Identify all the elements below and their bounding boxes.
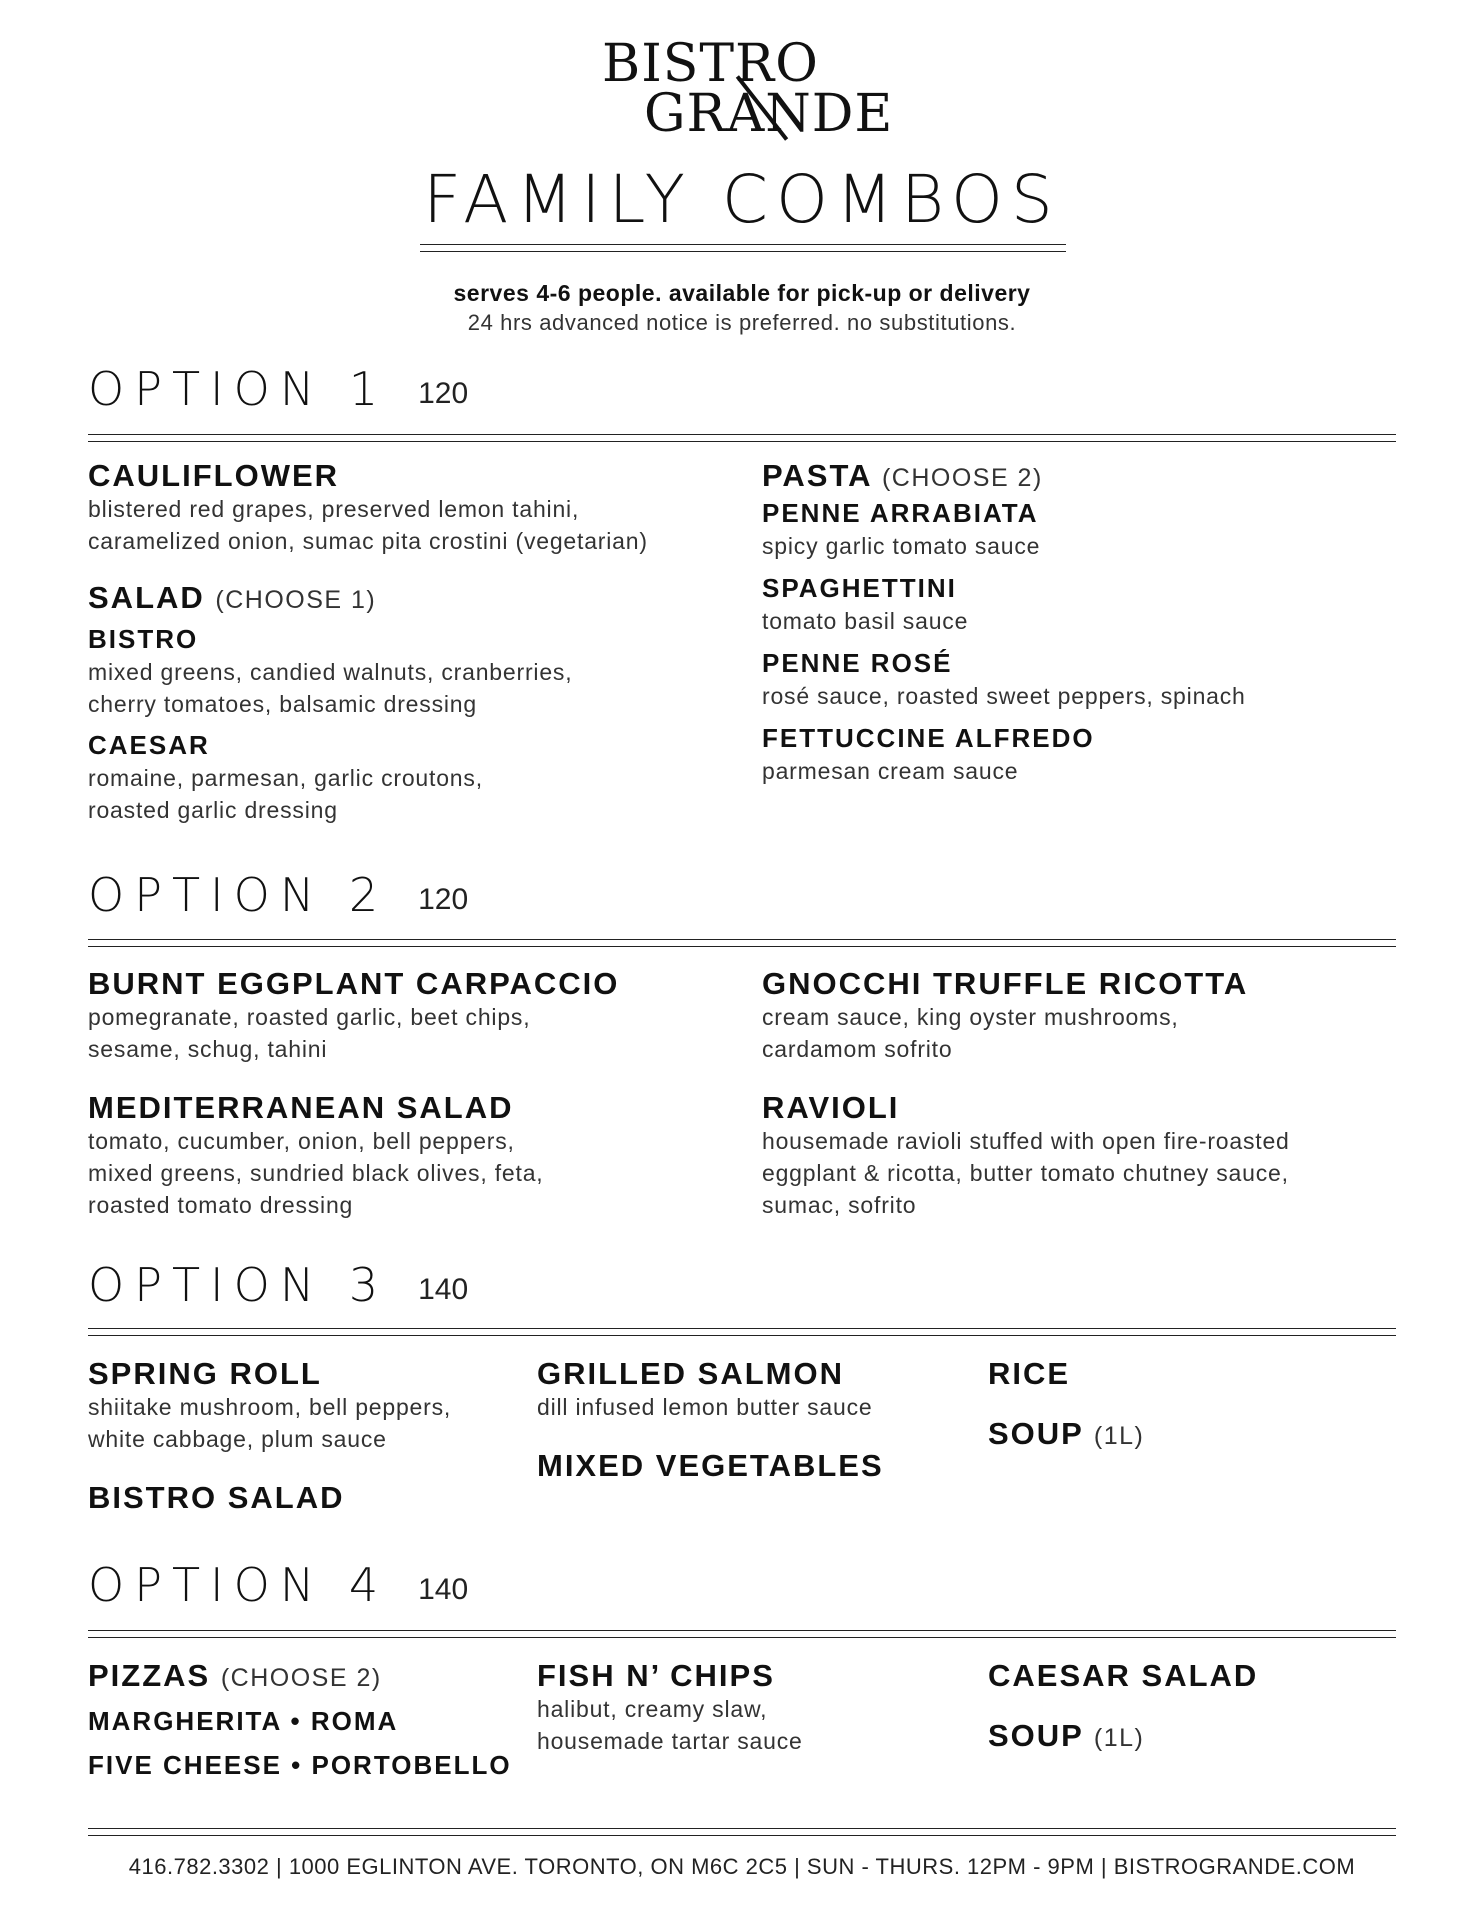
item-description: eggplant & ricotta, butter tomato chutney sauce, <box>762 1160 1289 1186</box>
logo-line-2: GRANDE <box>644 84 894 144</box>
logo-line-1: BISTRO <box>602 34 819 94</box>
item-description: blistered red grapes, preserved lemon tahini, <box>88 496 580 522</box>
section-divider <box>88 441 1396 442</box>
option-title: OPTION 2 <box>88 868 389 922</box>
item-description: housemade tartar sauce <box>537 1728 803 1754</box>
option-1-header <box>88 362 468 416</box>
section-divider <box>88 1637 1396 1638</box>
item-description: cardamom sofrito <box>762 1036 953 1062</box>
option-title: OPTION 4 <box>88 1558 389 1612</box>
option-2-header <box>88 868 468 922</box>
item-name: PIZZAS (CHOOSE 2) <box>88 1658 382 1693</box>
option-price: 140 <box>418 1573 469 1606</box>
item-description: parmesan cream sauce <box>762 758 1019 784</box>
item-description: roasted garlic dressing <box>88 797 338 823</box>
page-title: FAMILY COMBOS <box>423 161 1061 238</box>
item-description: pomegranate, roasted garlic, beet chips, <box>88 1004 531 1030</box>
option-3-header <box>88 1258 468 1312</box>
item-name: SOUP (1L) <box>988 1416 1145 1451</box>
option-price: 120 <box>418 883 469 916</box>
section-divider <box>88 1328 1396 1329</box>
option-price: 120 <box>418 377 469 410</box>
item-name: CAULIFLOWER <box>88 458 340 493</box>
item-subname: PENNE ROSÉ <box>762 648 953 678</box>
item-name: GNOCCHI TRUFFLE RICOTTA <box>762 966 1249 1001</box>
item-name: RAVIOLI <box>762 1090 900 1125</box>
item-subname: CAESAR <box>88 730 210 760</box>
footer-contact-info: 416.782.3302 | 1000 EGLINTON AVE. TORONTO, ON M6C 2C5 | SUN - THURS. 12PM - 9PM | BISTROGRANDE.COM <box>128 1854 1356 1879</box>
item-name: BISTRO SALAD <box>88 1480 345 1515</box>
item-subname: SPAGHETTINI <box>762 573 957 603</box>
item-description: shiitake mushroom, bell peppers, <box>88 1394 452 1420</box>
item-subname: MARGHERITA • ROMA <box>88 1706 399 1736</box>
item-name: MIXED VEGETABLES <box>537 1448 884 1483</box>
item-description: caramelized onion, sumac pita crostini (vegetarian) <box>88 528 648 554</box>
item-name: SOUP (1L) <box>988 1718 1145 1753</box>
item-description: romaine, parmesan, garlic croutons, <box>88 765 483 791</box>
section-divider <box>88 939 1396 940</box>
item-subname: FETTUCCINE ALFREDO <box>762 723 1095 753</box>
item-name: PASTA (CHOOSE 2) <box>762 458 1043 493</box>
item-description: rosé sauce, roasted sweet peppers, spinach <box>762 683 1246 709</box>
item-description: cream sauce, king oyster mushrooms, <box>762 1004 1179 1030</box>
item-name: GRILLED SALMON <box>537 1356 844 1391</box>
item-name: FISH N’ CHIPS <box>537 1658 775 1693</box>
footer-divider <box>88 1835 1396 1836</box>
footer-divider <box>88 1828 1396 1829</box>
title-divider <box>420 244 1066 245</box>
item-description: mixed greens, sundried black olives, feta, <box>88 1160 544 1186</box>
item-subname: PENNE ARRABIATA <box>762 498 1039 528</box>
item-description: cherry tomatoes, balsamic dressing <box>88 691 477 717</box>
item-description: white cabbage, plum sauce <box>88 1426 387 1452</box>
item-description: halibut, creamy slaw, <box>537 1696 768 1722</box>
section-divider <box>88 434 1396 435</box>
item-description: housemade ravioli stuffed with open fire-roasted <box>762 1128 1290 1154</box>
item-name: SPRING ROLL <box>88 1356 322 1391</box>
item-name: CAESAR SALAD <box>988 1658 1259 1693</box>
item-name: BURNT EGGPLANT CARPACCIO <box>88 966 620 1001</box>
item-description: mixed greens, candied walnuts, cranberries, <box>88 659 573 685</box>
item-description: tomato basil sauce <box>762 608 969 634</box>
item-description: sumac, sofrito <box>762 1192 917 1218</box>
item-description: dill infused lemon butter sauce <box>537 1394 873 1420</box>
item-description: sesame, schug, tahini <box>88 1036 328 1062</box>
intro-line-2: 24 hrs advanced notice is preferred. no substitutions. <box>467 310 1017 335</box>
item-name: RICE <box>988 1356 1071 1391</box>
item-description: spicy garlic tomato sauce <box>762 533 1041 559</box>
option-title: OPTION 3 <box>88 1258 389 1312</box>
item-name: MEDITERRANEAN SALAD <box>88 1090 514 1125</box>
item-subname: BISTRO <box>88 624 199 654</box>
item-name: SALAD (CHOOSE 1) <box>88 580 377 615</box>
item-description: tomato, cucumber, onion, bell peppers, <box>88 1128 515 1154</box>
intro-line-1: serves 4-6 people. available for pick-up or delivery <box>453 280 1031 306</box>
option-4-header <box>88 1558 468 1612</box>
option-title: OPTION 1 <box>88 362 389 416</box>
item-description: roasted tomato dressing <box>88 1192 354 1218</box>
option-price: 140 <box>418 1273 469 1306</box>
section-divider <box>88 1335 1396 1336</box>
bistro-grande-logo <box>590 34 894 144</box>
item-subname: FIVE CHEESE • PORTOBELLO <box>88 1750 512 1780</box>
section-divider <box>88 1630 1396 1631</box>
title-divider <box>420 251 1066 252</box>
section-divider <box>88 946 1396 947</box>
